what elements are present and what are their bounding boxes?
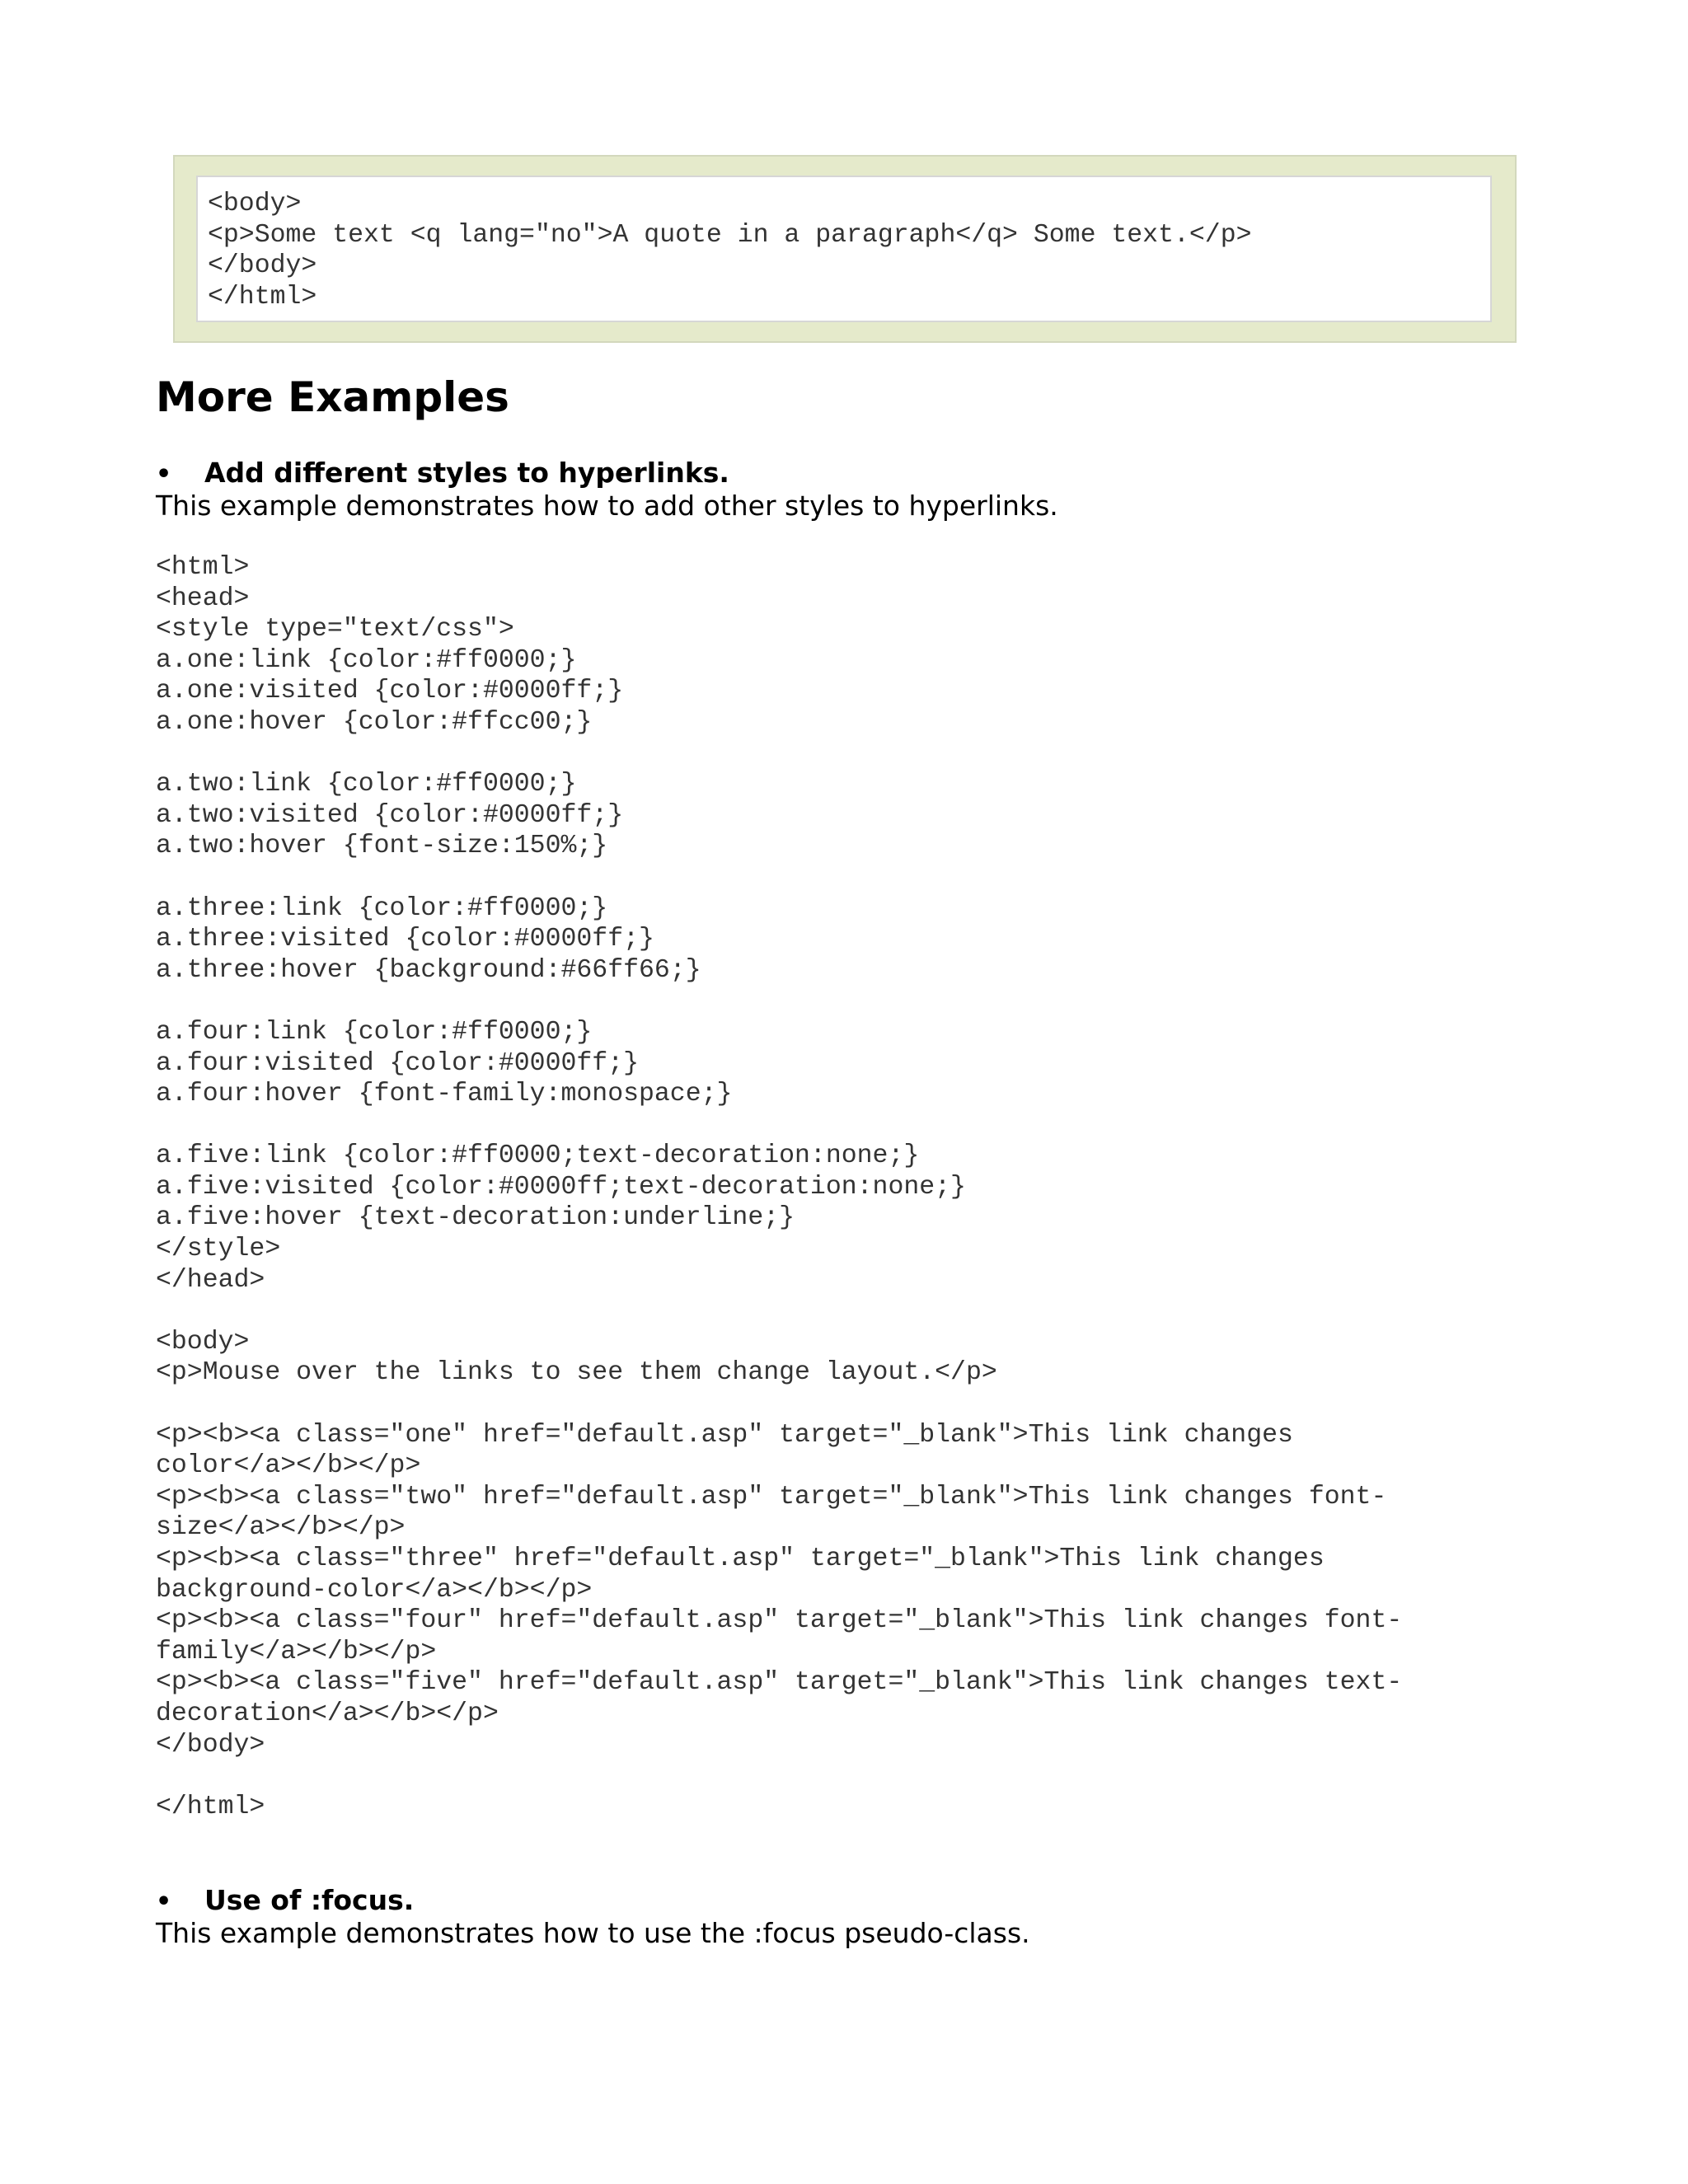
code-line: decoration</a></b></p> (156, 1699, 499, 1728)
example-1-description: This example demonstrates how to add other styles to hyperlinks. (156, 490, 1058, 522)
code-line (156, 1389, 1402, 1420)
code-line: <style type="text/css"> (156, 615, 514, 644)
code-line: a.two:link {color:#ff0000;} (156, 770, 577, 799)
code-line: family</a></b></p> (156, 1637, 437, 1666)
code-line (156, 738, 1402, 770)
code-line (156, 1760, 1402, 1792)
code-line: </body> (208, 251, 317, 281)
code-line: <html> (156, 553, 250, 582)
section-heading: More Examples (156, 373, 509, 421)
bullet-icon: • (156, 460, 172, 489)
code-example-box (196, 176, 1492, 322)
code-line: a.one:link {color:#ff0000;} (156, 645, 577, 675)
code-line: a.one:visited {color:#0000ff;} (156, 677, 624, 706)
code-line: a.four:visited {color:#0000ff;} (156, 1048, 639, 1078)
example-1-code-block (156, 552, 1402, 1822)
code-line (156, 986, 1402, 1017)
code-line: <p><b><a class="five" href="default.asp" target="_blank">This link changes text- (156, 1668, 1403, 1698)
code-line: <head> (156, 583, 250, 613)
example-1-title: Add different styles to hyperlinks. (204, 457, 729, 489)
code-line: a.two:hover {font-size:150%;} (156, 832, 608, 861)
code-line: <p>Some text <q lang="no">A quote in a paragraph</q> Some text.</p> (208, 220, 1252, 250)
code-line: size</a></b></p> (156, 1513, 406, 1543)
code-line: <p><b><a class="two" href="default.asp" target="_blank">This link changes font- (156, 1482, 1387, 1511)
code-line: color</a></b></p> (156, 1451, 421, 1481)
code-line: a.five:link {color:#ff0000;text-decoration:none;} (156, 1141, 920, 1171)
example-1-code (156, 552, 1402, 1822)
code-line: <p>Mouse over the links to see them change layout.</p> (156, 1358, 997, 1388)
code-line: <body> (208, 190, 302, 218)
code-line: </style> (156, 1235, 281, 1264)
code-line: a.three:link {color:#ff0000;} (156, 893, 608, 923)
code-line: a.four:link {color:#ff0000;} (156, 1017, 593, 1047)
code-line: </html> (208, 282, 317, 312)
code-line: </head> (156, 1265, 265, 1295)
bullet-icon: • (156, 1887, 172, 1916)
code-line: <body> (156, 1327, 250, 1357)
example-2-title-row (156, 1884, 414, 1919)
code-line (156, 1110, 1402, 1141)
code-line: a.three:hover {background:#66ff66;} (156, 955, 701, 985)
code-line: a.five:hover {text-decoration:underline;} (156, 1203, 795, 1233)
code-line: <p><b><a class="three" href="default.asp" target="_blank">This link changes (156, 1544, 1325, 1573)
code-line (156, 1296, 1402, 1327)
top-code-block (208, 189, 1490, 312)
example-1-title-row (156, 457, 729, 491)
code-line: a.three:visited {color:#0000ff;} (156, 925, 654, 954)
code-line: </html> (156, 1792, 265, 1821)
code-line: background-color</a></b></p> (156, 1575, 593, 1605)
example-2-description: This example demonstrates how to use the :focus pseudo-class. (156, 1917, 1030, 1949)
code-line (156, 862, 1402, 893)
code-line: <p><b><a class="one" href="default.asp" target="_blank">This link changes (156, 1420, 1293, 1450)
code-line: a.one:hover {color:#ffcc00;} (156, 707, 593, 737)
example-2-title: Use of :focus. (204, 1884, 415, 1916)
code-line: </body> (156, 1730, 265, 1760)
code-line: a.four:hover {font-family:monospace;} (156, 1080, 733, 1109)
code-line: a.two:visited {color:#0000ff;} (156, 800, 624, 830)
code-line: <p><b><a class="four" href="default.asp" target="_blank">This link changes font- (156, 1606, 1403, 1636)
code-line: a.five:visited {color:#0000ff;text-decoration:none;} (156, 1172, 966, 1202)
